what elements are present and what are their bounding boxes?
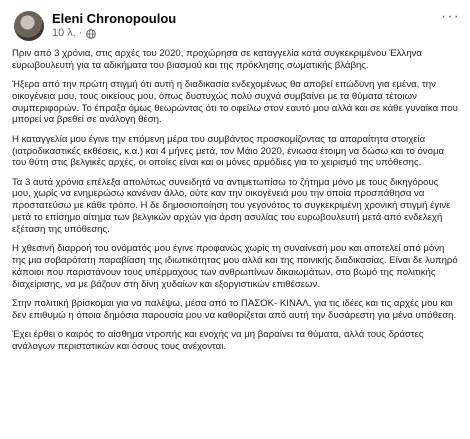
post-paragraph: Η καταγγελία μου έγινε την επόμενη μέρα του συμβάντος προσκομίζοντας τα απαραίτητα στοιχεία (ιατροδικαστικές εκθέσεις, κ.α.) και 4 μήνες μετά, τον Μάιο 2020, ένιωσα έτοιμη να δώσω και το όνομα του θύτη στις βελγικές αρχές, οι οποίες είναι και οι μόνες αρμόδιες για το χειρισμό της υπόθεσης. — [12, 133, 445, 169]
author-name[interactable]: Eleni Chronopoulou — [52, 11, 177, 26]
post-paragraph: Τα 3 αυτά χρόνια επέλεξα απολύτως συνειδητά να αντιμετωπίσω το ζήτημα μόνο με τους δικηγόρους μου, χωρίς να ενημερώσω κανέναν άλλο, ούτε καν την οικογένειά μου την οποία προσπάθησα να προστατεύσω με κάθε τρόπο. Η δε δημοσιοποίηση του γεγονότος το συγκεκριμένη χρονική στιγμή έγινε μετά το επίσημο αίτημα των βελγικών αρχών για άρση ασυλίας του ευρωβουλευτή μετά από ενδελεχή εξέταση της υπόθεσης. — [12, 176, 451, 235]
post-meta — [52, 26, 176, 41]
post-header — [10, 6, 462, 46]
more-options-button[interactable]: ··· — [441, 8, 460, 25]
post-paragraph: Ήξερα από την πρώτη στιγμή ότι αυτή η διαδικασία ενδεχομένως θα αποβεί επώδυνη για εμένα, την οικογένεια μου, τους οικείους μου, όπως δυστυχώς πολύ συχνά συμβαίνει με τα θύματα τέτοιων συμπεριφορών. Το έπραξα όμως θεωρώντας ότι το οφείλω στον εαυτό μου αλλά και σε κάθε γυναίκα που μπορεί να βρεθεί σε ανάλογη θέση. — [12, 79, 458, 126]
post-paragraph: Η χθεσινή διαρροή του ονόματός μου έγινε προφανώς χωρίς τη συναίνεσή μου και αποτελεί από μόνη της μια σοβαρότατη παραβίαση της ιδιωτικότητας μου αλλά και της ποινικής διαδικασίας. Είναι δε λυπηρό κάποιοι που παριστάνουν τους υπέρμαχους των ανθρωπίνων δικαιωμάτων, στο βωμό της πολιτικής διαχείρισης, να με βάζουν στη δίνη χυδαίων και εξοργιστικών επιθέσεων. — [12, 243, 458, 290]
post-paragraph: Έχει έρθει ο καιρός το αίσθημα ντροπής και ενοχής να μη βαραίνει τα θύματα, αλλά τους δράστες ανάλογων περιστατικών και όσους τους ανέχονται. — [12, 328, 424, 352]
post-body — [10, 48, 462, 353]
post-time[interactable]: 10 λ. — [52, 27, 76, 39]
author-block — [52, 11, 176, 41]
post-paragraph: Στην πολιτική βρίσκομαι για να παλέψω, μέσα από το ΠΑΣΟΚ- ΚΙΝΑΛ, για τις ιδέες και τις αρχές μου και δεν επιθυμώ η όποια δημόσια παρουσία μου να καθορίζεται από αυτή την δυσάρεστη για μένα υπόθεση. — [12, 297, 457, 321]
author-avatar[interactable] — [14, 11, 44, 41]
meta-separator: · — [78, 27, 83, 39]
globe-icon — [86, 29, 96, 39]
post-paragraph: Πριν από 3 χρόνια, στις αρχές του 2020, προχώρησα σε καταγγελία κατά συγκεκριμένου Έλληνα ευρωβουλευτή για τα αδικήματα του βιασμού και της πρόκλησης σωματικής βλάβης. — [12, 48, 422, 71]
